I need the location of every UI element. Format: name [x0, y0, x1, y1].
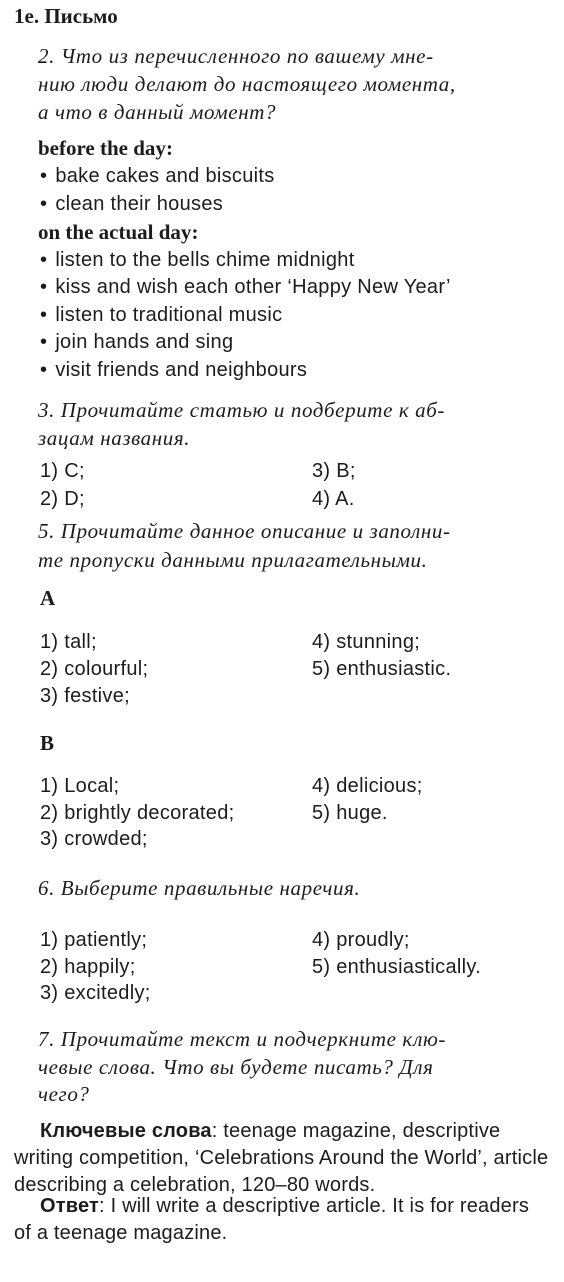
task6-answer-5: 5) enthusiastically. — [312, 956, 482, 978]
actual-item-3: • listen to traditional music — [40, 304, 282, 327]
task2-line-3: а что в данный момент? — [38, 100, 277, 124]
task3-answer-1: 1) C; — [40, 460, 85, 482]
task2-line-2: нию люди делают до настоящего момента, — [38, 72, 456, 96]
a-answer-2: 2) colourful; — [40, 658, 149, 680]
task6-answer-4: 4) proudly; — [312, 929, 410, 951]
task3-line-1: 3. Прочитайте статью и подберите к аб- — [38, 398, 445, 422]
actual-day-label: on the actual day — [38, 220, 192, 244]
task2-line-1: 2. Что из перечисленного по вашему мне- — [38, 44, 434, 68]
answer-paragraph: Ответ: I will write a descriptive article. It is for readers of a teenage magazine. — [14, 1195, 530, 1244]
keywords-text: teenage magazine, descriptive writing competition, ‘Celebrations Around the World’, article describing a celebration, 120–80 words. — [14, 1120, 549, 1196]
answer-text: I will write a descriptive article. It is for readers of a teenage magazine. — [14, 1195, 530, 1244]
task6-answer-3: 3) excitedly; — [40, 982, 151, 1004]
section-a-label: A — [40, 586, 56, 610]
b-answer-2: 2) brightly decorated; — [40, 802, 235, 824]
actual-item-4: • join hands and sing — [40, 331, 233, 354]
before-item-2: • clean their houses — [40, 193, 223, 216]
task5-line-2: те пропуски данными прилагательными. — [38, 548, 428, 572]
task7-line-2: чевые слова. Что вы будете писать? Для — [38, 1055, 434, 1079]
before-item-1: • bake cakes and biscuits — [40, 165, 275, 188]
task6-line: 6. Выберите правильные наречия. — [38, 876, 361, 900]
actual-item-5: • visit friends and neighbours — [40, 359, 307, 382]
actual-item-2: • kiss and wish each other ‘Happy New Year’ — [40, 276, 451, 299]
task7-line-3: чего? — [38, 1082, 90, 1106]
a-answer-4: 4) stunning; — [312, 631, 421, 653]
a-answer-5: 5) enthusiastic. — [312, 658, 452, 680]
before-day-heading: before the day: — [38, 136, 173, 160]
page-title: 1e. Письмо — [14, 4, 118, 28]
before-day-label: before the day — [38, 136, 166, 160]
a-answer-3: 3) festive; — [40, 685, 130, 707]
b-answer-3: 3) crowded; — [40, 828, 148, 850]
keywords-paragraph: Ключевые слова: teenage magazine, descriptive writing competition, ‘Celebrations Around the World’, article describing a celebration, 120–80 words. — [14, 1120, 549, 1196]
task7-line-1: 7. Прочитайте текст и подчеркните клю- — [38, 1027, 446, 1051]
answer-label: Ответ — [40, 1195, 100, 1217]
b-answer-1: 1) Local; — [40, 775, 120, 797]
section-b-label: B — [40, 731, 55, 755]
task6-answer-2: 2) happily; — [40, 956, 136, 978]
task3-line-2: зацам названия. — [38, 426, 191, 450]
task3-answer-4: 4) A. — [312, 488, 355, 510]
task5-line-1: 5. Прочитайте данное описание и заполни- — [38, 519, 451, 543]
b-answer-4: 4) delicious; — [312, 775, 423, 797]
task3-answer-3: 3) B; — [312, 460, 356, 482]
a-answer-1: 1) tall; — [40, 631, 97, 653]
task6-answer-1: 1) patiently; — [40, 929, 148, 951]
task3-answer-2: 2) D; — [40, 488, 85, 510]
keywords-label: Ключевые слова — [40, 1120, 212, 1142]
actual-day-heading: on the actual day: — [38, 220, 199, 244]
b-answer-5: 5) huge. — [312, 802, 388, 824]
actual-item-1: • listen to the bells chime midnight — [40, 249, 355, 272]
